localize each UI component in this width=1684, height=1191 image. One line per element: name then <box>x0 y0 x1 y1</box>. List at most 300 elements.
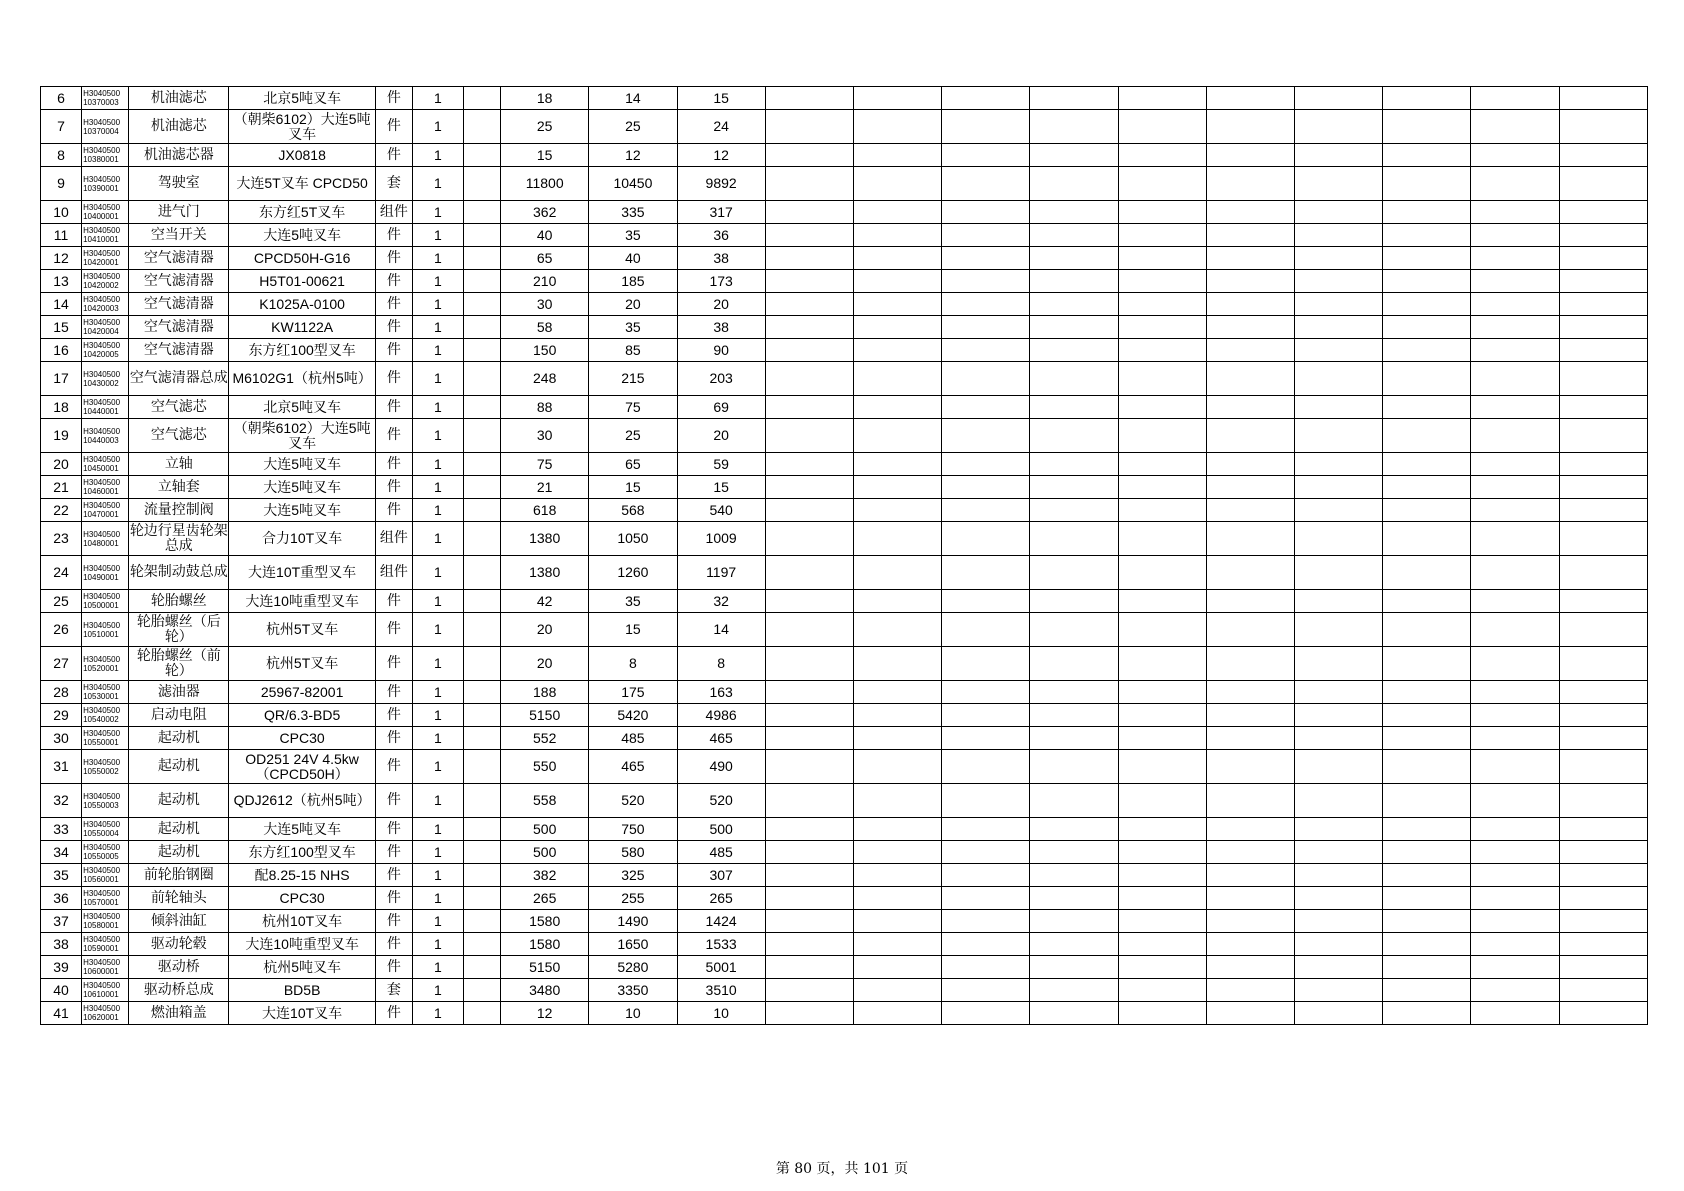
item-spec: QR/6.3-BD5 <box>229 704 375 727</box>
item-name: 空气滤清器 <box>129 247 229 270</box>
empty-cell <box>1295 396 1383 419</box>
empty-cell <box>1118 339 1206 362</box>
empty-cell <box>942 362 1030 396</box>
item-spec: H5T01-00621 <box>229 270 375 293</box>
empty-cell <box>1295 419 1383 453</box>
empty-cell <box>765 293 853 316</box>
table-row <box>41 110 1648 144</box>
price-3: 20 <box>677 293 765 316</box>
empty-cell <box>1206 910 1294 933</box>
empty-cell <box>853 647 941 681</box>
item-spec: 杭州10T叉车 <box>229 910 375 933</box>
price-1: 500 <box>501 818 589 841</box>
price-3: 5001 <box>677 956 765 979</box>
price-2: 750 <box>589 818 677 841</box>
empty-cell <box>853 864 941 887</box>
empty-cell <box>853 910 941 933</box>
empty-cell <box>765 499 853 522</box>
item-spec: 大连5吨叉车 <box>229 453 375 476</box>
empty-cell <box>1030 647 1118 681</box>
item-unit: 件 <box>375 956 412 979</box>
row-number: 9 <box>41 167 82 201</box>
empty-cell <box>853 590 941 613</box>
empty-cell <box>942 613 1030 647</box>
empty-cell <box>942 841 1030 864</box>
empty-cell <box>942 522 1030 556</box>
item-quantity: 1 <box>412 590 463 613</box>
empty-cell <box>942 727 1030 750</box>
empty-cell <box>1030 818 1118 841</box>
table-row <box>41 887 1648 910</box>
empty-cell <box>942 681 1030 704</box>
empty-cell <box>765 556 853 590</box>
empty-cell <box>1471 224 1559 247</box>
empty-cell <box>1118 681 1206 704</box>
empty-cell <box>1383 453 1471 476</box>
row-number: 34 <box>41 841 82 864</box>
empty-cell <box>942 499 1030 522</box>
empty-cell <box>765 453 853 476</box>
item-name: 空当开关 <box>129 224 229 247</box>
price-1: 18 <box>501 87 589 110</box>
table-row <box>41 727 1648 750</box>
empty-cell <box>1559 522 1647 556</box>
item-unit: 件 <box>375 396 412 419</box>
empty-cell <box>1471 647 1559 681</box>
item-code: H3040500 10450001 <box>82 453 129 476</box>
empty-cell <box>942 396 1030 419</box>
row-number: 39 <box>41 956 82 979</box>
row-number: 38 <box>41 933 82 956</box>
item-unit: 件 <box>375 590 412 613</box>
empty-cell <box>1471 339 1559 362</box>
empty-cell <box>1295 556 1383 590</box>
row-number: 11 <box>41 224 82 247</box>
table-row <box>41 818 1648 841</box>
empty-cell <box>464 224 501 247</box>
empty-cell <box>1471 750 1559 784</box>
empty-cell <box>1383 522 1471 556</box>
table-row <box>41 293 1648 316</box>
empty-cell <box>853 613 941 647</box>
price-3: 12 <box>677 144 765 167</box>
price-3: 465 <box>677 727 765 750</box>
empty-cell <box>1471 144 1559 167</box>
price-1: 558 <box>501 784 589 818</box>
empty-cell <box>853 316 941 339</box>
price-3: 317 <box>677 201 765 224</box>
row-number: 29 <box>41 704 82 727</box>
item-spec: CPC30 <box>229 727 375 750</box>
item-quantity: 1 <box>412 784 463 818</box>
price-1: 1380 <box>501 522 589 556</box>
empty-cell <box>1383 818 1471 841</box>
empty-cell <box>464 556 501 590</box>
empty-cell <box>1471 933 1559 956</box>
empty-cell <box>1030 499 1118 522</box>
empty-cell <box>1559 933 1647 956</box>
price-2: 335 <box>589 201 677 224</box>
item-spec: 杭州5T叉车 <box>229 647 375 681</box>
item-code: H3040500 10370004 <box>82 110 129 144</box>
table-row <box>41 270 1648 293</box>
empty-cell <box>1118 910 1206 933</box>
empty-cell <box>464 499 501 522</box>
item-quantity: 1 <box>412 727 463 750</box>
table-row <box>41 704 1648 727</box>
empty-cell <box>464 613 501 647</box>
empty-cell <box>1030 293 1118 316</box>
price-2: 520 <box>589 784 677 818</box>
table-row <box>41 419 1648 453</box>
empty-cell <box>1383 316 1471 339</box>
empty-cell <box>464 522 501 556</box>
price-1: 500 <box>501 841 589 864</box>
empty-cell <box>942 316 1030 339</box>
row-number: 25 <box>41 590 82 613</box>
item-unit: 组件 <box>375 556 412 590</box>
item-name: 滤油器 <box>129 681 229 704</box>
item-spec: 大连5吨叉车 <box>229 224 375 247</box>
empty-cell <box>765 144 853 167</box>
empty-cell <box>1471 841 1559 864</box>
empty-cell <box>1295 727 1383 750</box>
empty-cell <box>853 841 941 864</box>
empty-cell <box>765 247 853 270</box>
empty-cell <box>1295 1002 1383 1025</box>
empty-cell <box>942 167 1030 201</box>
price-3: 540 <box>677 499 765 522</box>
empty-cell <box>853 270 941 293</box>
empty-cell <box>1206 247 1294 270</box>
empty-cell <box>1383 247 1471 270</box>
item-code: H3040500 10550003 <box>82 784 129 818</box>
empty-cell <box>1383 613 1471 647</box>
empty-cell <box>1383 224 1471 247</box>
item-quantity: 1 <box>412 396 463 419</box>
empty-cell <box>1030 613 1118 647</box>
empty-cell <box>765 590 853 613</box>
item-spec: 大连10吨重型叉车 <box>229 590 375 613</box>
row-number: 37 <box>41 910 82 933</box>
empty-cell <box>1471 499 1559 522</box>
item-quantity: 1 <box>412 201 463 224</box>
empty-cell <box>1030 681 1118 704</box>
price-1: 15 <box>501 144 589 167</box>
price-3: 69 <box>677 396 765 419</box>
empty-cell <box>1559 864 1647 887</box>
empty-cell <box>1295 247 1383 270</box>
empty-cell <box>1118 247 1206 270</box>
price-1: 12 <box>501 1002 589 1025</box>
empty-cell <box>1383 887 1471 910</box>
empty-cell <box>942 247 1030 270</box>
empty-cell <box>1383 864 1471 887</box>
item-quantity: 1 <box>412 339 463 362</box>
empty-cell <box>1206 144 1294 167</box>
empty-cell <box>1559 613 1647 647</box>
empty-cell <box>853 704 941 727</box>
empty-cell <box>765 201 853 224</box>
item-spec: M6102G1（杭州5吨） <box>229 362 375 396</box>
empty-cell <box>765 419 853 453</box>
item-spec: 杭州5T叉车 <box>229 613 375 647</box>
empty-cell <box>1471 613 1559 647</box>
price-3: 9892 <box>677 167 765 201</box>
empty-cell <box>1295 453 1383 476</box>
empty-cell <box>1559 87 1647 110</box>
price-3: 485 <box>677 841 765 864</box>
empty-cell <box>1559 453 1647 476</box>
empty-cell <box>1471 1002 1559 1025</box>
empty-cell <box>1206 499 1294 522</box>
item-code: H3040500 10620001 <box>82 1002 129 1025</box>
price-3: 490 <box>677 750 765 784</box>
item-code: H3040500 10550002 <box>82 750 129 784</box>
item-quantity: 1 <box>412 750 463 784</box>
empty-cell <box>765 647 853 681</box>
price-2: 580 <box>589 841 677 864</box>
item-spec: K1025A-0100 <box>229 293 375 316</box>
item-quantity: 1 <box>412 453 463 476</box>
empty-cell <box>1559 704 1647 727</box>
table-row <box>41 224 1648 247</box>
empty-cell <box>1471 590 1559 613</box>
empty-cell <box>765 910 853 933</box>
item-code: H3040500 10440003 <box>82 419 129 453</box>
row-number: 12 <box>41 247 82 270</box>
empty-cell <box>1383 704 1471 727</box>
row-number: 24 <box>41 556 82 590</box>
item-code: H3040500 10390001 <box>82 167 129 201</box>
price-1: 1580 <box>501 933 589 956</box>
empty-cell <box>1383 419 1471 453</box>
price-2: 25 <box>589 419 677 453</box>
empty-cell <box>1030 979 1118 1002</box>
item-spec: 大连10T叉车 <box>229 1002 375 1025</box>
table-row <box>41 167 1648 201</box>
empty-cell <box>1118 362 1206 396</box>
empty-cell <box>1295 270 1383 293</box>
item-name: 机油滤芯器 <box>129 144 229 167</box>
empty-cell <box>1030 956 1118 979</box>
empty-cell <box>1206 316 1294 339</box>
empty-cell <box>1471 453 1559 476</box>
empty-cell <box>853 956 941 979</box>
empty-cell <box>1118 727 1206 750</box>
empty-cell <box>464 362 501 396</box>
item-name: 驱动轮毂 <box>129 933 229 956</box>
empty-cell <box>1383 784 1471 818</box>
item-quantity: 1 <box>412 270 463 293</box>
price-2: 8 <box>589 647 677 681</box>
row-number: 27 <box>41 647 82 681</box>
price-3: 1009 <box>677 522 765 556</box>
row-number: 28 <box>41 681 82 704</box>
price-3: 520 <box>677 784 765 818</box>
table-row <box>41 1002 1648 1025</box>
item-spec: （朝柴6102）大连5吨叉车 <box>229 110 375 144</box>
table-row <box>41 613 1648 647</box>
empty-cell <box>765 613 853 647</box>
empty-cell <box>1471 110 1559 144</box>
price-3: 59 <box>677 453 765 476</box>
empty-cell <box>765 704 853 727</box>
empty-cell <box>942 647 1030 681</box>
empty-cell <box>1471 247 1559 270</box>
item-quantity: 1 <box>412 419 463 453</box>
price-2: 35 <box>589 316 677 339</box>
empty-cell <box>464 293 501 316</box>
empty-cell <box>1295 956 1383 979</box>
empty-cell <box>1206 419 1294 453</box>
empty-cell <box>942 453 1030 476</box>
empty-cell <box>853 419 941 453</box>
empty-cell <box>1295 613 1383 647</box>
empty-cell <box>1471 784 1559 818</box>
empty-cell <box>942 87 1030 110</box>
item-code: H3040500 10550004 <box>82 818 129 841</box>
empty-cell <box>1559 339 1647 362</box>
item-name: 驱动桥 <box>129 956 229 979</box>
empty-cell <box>765 1002 853 1025</box>
empty-cell <box>1383 201 1471 224</box>
row-number: 31 <box>41 750 82 784</box>
empty-cell <box>1118 419 1206 453</box>
empty-cell <box>1471 704 1559 727</box>
item-quantity: 1 <box>412 818 463 841</box>
empty-cell <box>1471 864 1559 887</box>
price-2: 15 <box>589 476 677 499</box>
item-code: H3040500 10420004 <box>82 316 129 339</box>
empty-cell <box>765 750 853 784</box>
empty-cell <box>853 453 941 476</box>
price-2: 10450 <box>589 167 677 201</box>
empty-cell <box>1030 704 1118 727</box>
empty-cell <box>1295 522 1383 556</box>
item-spec: 25967-82001 <box>229 681 375 704</box>
item-code: H3040500 10600001 <box>82 956 129 979</box>
empty-cell <box>1206 727 1294 750</box>
empty-cell <box>1118 522 1206 556</box>
empty-cell <box>1383 556 1471 590</box>
item-unit: 件 <box>375 316 412 339</box>
empty-cell <box>1383 339 1471 362</box>
item-code: H3040500 10610001 <box>82 979 129 1002</box>
empty-cell <box>464 419 501 453</box>
empty-cell <box>1559 247 1647 270</box>
item-name: 空气滤清器 <box>129 316 229 339</box>
table-row <box>41 784 1648 818</box>
empty-cell <box>1206 556 1294 590</box>
empty-cell <box>1118 396 1206 419</box>
item-name: 流量控制阀 <box>129 499 229 522</box>
empty-cell <box>1030 1002 1118 1025</box>
empty-cell <box>1383 293 1471 316</box>
empty-cell <box>942 201 1030 224</box>
price-1: 210 <box>501 270 589 293</box>
row-number: 22 <box>41 499 82 522</box>
empty-cell <box>1206 476 1294 499</box>
empty-cell <box>765 339 853 362</box>
price-2: 568 <box>589 499 677 522</box>
empty-cell <box>1206 453 1294 476</box>
price-3: 307 <box>677 864 765 887</box>
item-name: 起动机 <box>129 818 229 841</box>
empty-cell <box>1030 841 1118 864</box>
empty-cell <box>1206 979 1294 1002</box>
price-3: 265 <box>677 887 765 910</box>
empty-cell <box>1206 87 1294 110</box>
empty-cell <box>1030 201 1118 224</box>
table-row <box>41 647 1648 681</box>
empty-cell <box>1295 201 1383 224</box>
empty-cell <box>1383 362 1471 396</box>
item-spec: 合力10T叉车 <box>229 522 375 556</box>
empty-cell <box>1118 750 1206 784</box>
empty-cell <box>1206 956 1294 979</box>
empty-cell <box>942 704 1030 727</box>
price-1: 5150 <box>501 956 589 979</box>
empty-cell <box>1471 681 1559 704</box>
item-code: H3040500 10410001 <box>82 224 129 247</box>
empty-cell <box>1118 1002 1206 1025</box>
row-number: 15 <box>41 316 82 339</box>
empty-cell <box>464 841 501 864</box>
item-spec: OD251 24V 4.5kw（CPCD50H） <box>229 750 375 784</box>
empty-cell <box>1118 818 1206 841</box>
price-1: 1580 <box>501 910 589 933</box>
empty-cell <box>1118 864 1206 887</box>
empty-cell <box>1295 224 1383 247</box>
price-3: 24 <box>677 110 765 144</box>
price-1: 88 <box>501 396 589 419</box>
item-quantity: 1 <box>412 110 463 144</box>
empty-cell <box>1471 522 1559 556</box>
empty-cell <box>464 201 501 224</box>
empty-cell <box>464 87 501 110</box>
empty-cell <box>765 224 853 247</box>
empty-cell <box>464 316 501 339</box>
item-unit: 件 <box>375 362 412 396</box>
empty-cell <box>1206 1002 1294 1025</box>
empty-cell <box>1295 704 1383 727</box>
item-code: H3040500 10530001 <box>82 681 129 704</box>
empty-cell <box>1295 87 1383 110</box>
empty-cell <box>464 704 501 727</box>
price-2: 25 <box>589 110 677 144</box>
empty-cell <box>1206 933 1294 956</box>
empty-cell <box>853 87 941 110</box>
empty-cell <box>1559 590 1647 613</box>
empty-cell <box>1295 750 1383 784</box>
row-number: 19 <box>41 419 82 453</box>
item-name: 起动机 <box>129 784 229 818</box>
empty-cell <box>1118 704 1206 727</box>
price-1: 3480 <box>501 979 589 1002</box>
price-1: 11800 <box>501 167 589 201</box>
empty-cell <box>1559 681 1647 704</box>
item-spec: 东方红5T叉车 <box>229 201 375 224</box>
empty-cell <box>853 224 941 247</box>
empty-cell <box>1118 841 1206 864</box>
item-unit: 件 <box>375 784 412 818</box>
item-quantity: 1 <box>412 956 463 979</box>
price-1: 30 <box>501 293 589 316</box>
price-2: 1490 <box>589 910 677 933</box>
empty-cell <box>1559 110 1647 144</box>
empty-cell <box>1559 818 1647 841</box>
